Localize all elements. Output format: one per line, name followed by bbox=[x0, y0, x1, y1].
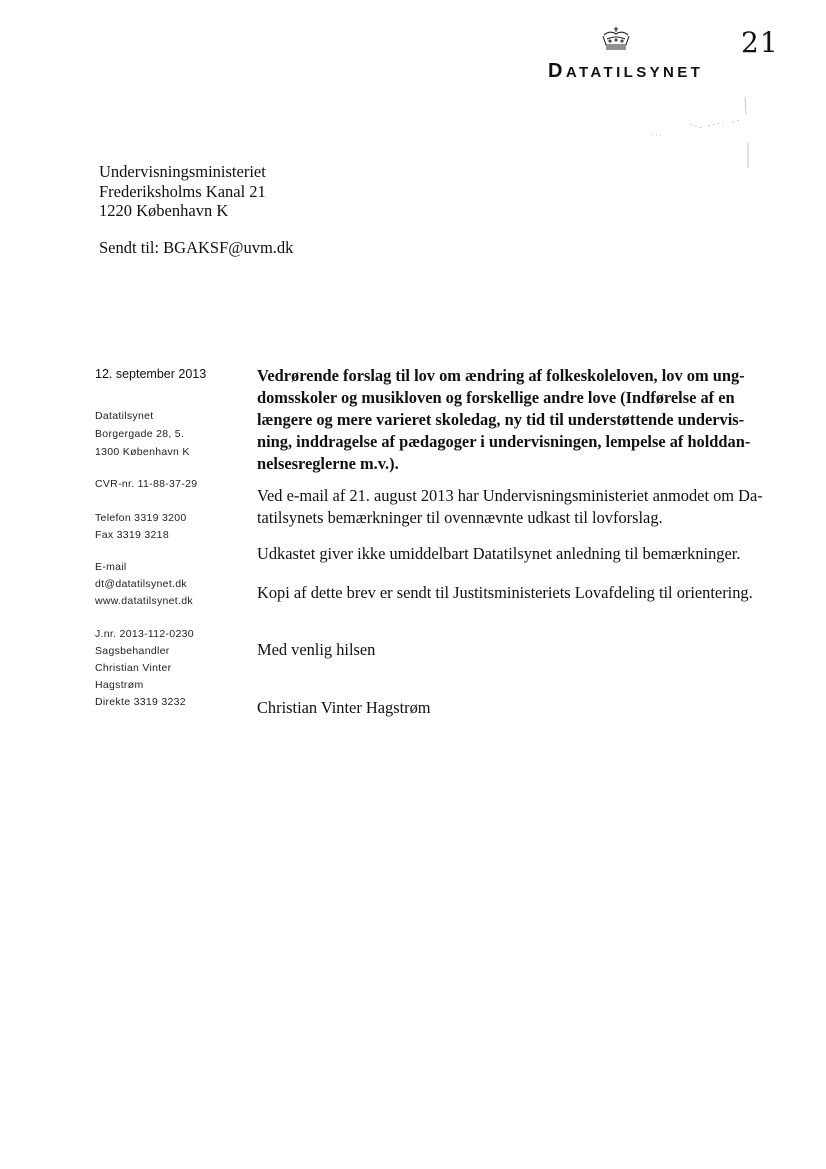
recipient-address bbox=[99, 162, 266, 221]
paragraph-line: tatilsynets bemærkninger til ovennævnte udkast til lovforslag. bbox=[257, 508, 663, 527]
recipient-line: Undervisningsministeriet bbox=[99, 162, 266, 181]
brand-rest: ATATILSYNET bbox=[565, 64, 704, 81]
cvr-number: CVR-nr. 11-88-37-29 bbox=[95, 478, 198, 490]
brand-wordmark bbox=[548, 60, 703, 83]
org-city: 1300 København K bbox=[95, 446, 190, 458]
email: dt@datatilsynet.dk bbox=[95, 578, 187, 590]
paragraph-1 bbox=[257, 485, 777, 529]
letter-date: 12. september 2013 bbox=[95, 367, 207, 381]
closing: Med venlig hilsen bbox=[257, 640, 376, 659]
case-handler-name: Christian Vinter bbox=[95, 662, 172, 674]
page-number: 21 bbox=[741, 26, 779, 59]
scan-artifact bbox=[650, 92, 760, 172]
website: www.datatilsynet.dk bbox=[95, 595, 193, 607]
letter-subject bbox=[257, 365, 769, 475]
signature: Christian Vinter Hagstrøm bbox=[257, 698, 431, 717]
subject-line: ning, inddragelse af pædagoger i undervisningen, lempelse af holddan- bbox=[257, 432, 751, 451]
case-handler-label: Sagsbehandler bbox=[95, 645, 170, 657]
subject-line: domsskoler og musikloven og forskellige andre love (Indførelse af en bbox=[257, 388, 735, 407]
case-number: J.nr. 2013-112-0230 bbox=[95, 628, 194, 640]
recipient-line: Frederiksholms Kanal 21 bbox=[99, 181, 266, 201]
subject-line: Vedrørende forslag til lov om ændring af folkeskoleloven, lov om ung- bbox=[257, 366, 745, 385]
org-name: Datatilsynet bbox=[95, 410, 154, 422]
phone: Telefon 3319 3200 bbox=[95, 512, 187, 524]
paragraph-2: Udkastet giver ikke umiddelbart Datatilsynet anledning til bemærkninger. bbox=[257, 544, 741, 563]
fax: Fax 3319 3218 bbox=[95, 529, 169, 541]
email-label: E-mail bbox=[95, 561, 127, 573]
direct-phone: Direkte 3319 3232 bbox=[95, 696, 186, 708]
crown-icon bbox=[598, 26, 634, 52]
recipient-line: 1220 København K bbox=[99, 201, 229, 220]
paragraph-line: Ved e-mail af 21. august 2013 har Undervisningsministeriet anmodet om Da- bbox=[257, 486, 763, 505]
brand-initial: D bbox=[548, 60, 566, 82]
subject-line: længere og mere varieret skoledag, ny tid til understøttende undervis- bbox=[257, 410, 745, 429]
org-street: Borgergade 28, 5. bbox=[95, 428, 185, 440]
paragraph-3: Kopi af dette brev er sendt til Justitsministeriets Lovafdeling til orientering. bbox=[257, 583, 753, 602]
case-handler-name: Hagstrøm bbox=[95, 679, 144, 691]
subject-line: nelsesreglerne m.v.). bbox=[257, 454, 399, 473]
sent-to: Sendt til: BGAKSF@uvm.dk bbox=[99, 238, 294, 257]
